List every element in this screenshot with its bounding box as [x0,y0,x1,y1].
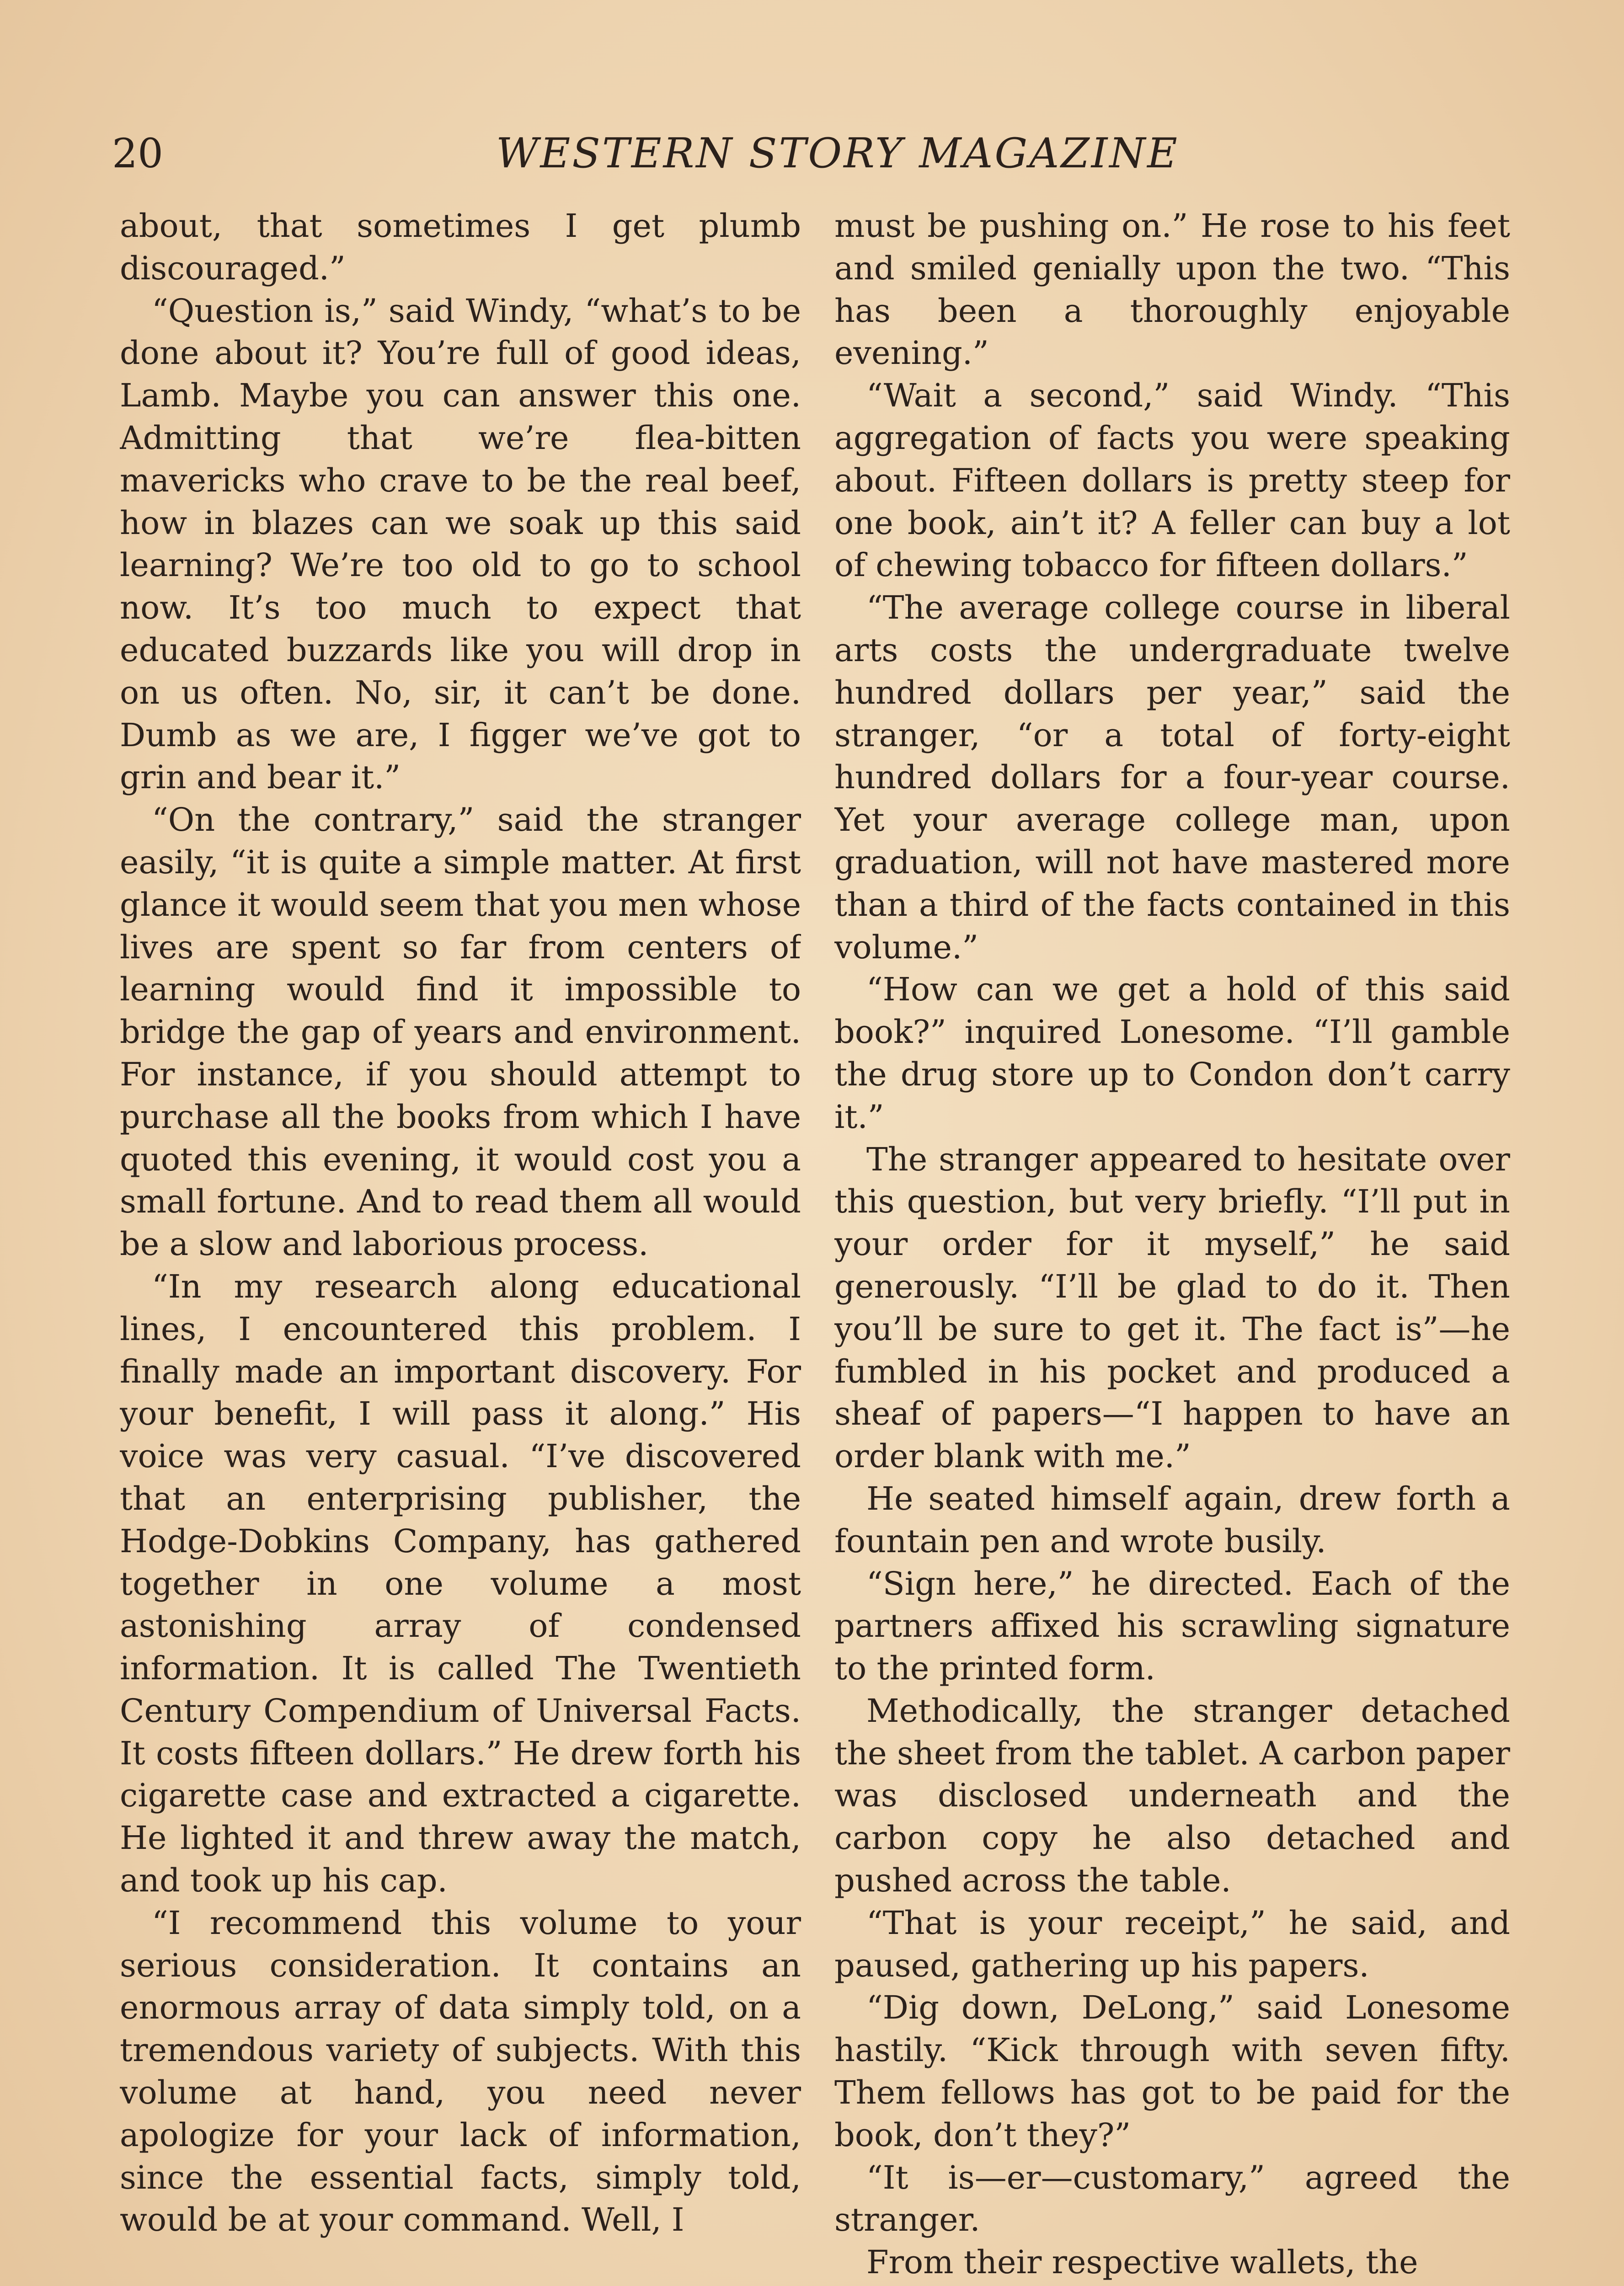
paragraph: From their respective wallets, the [866,2243,1418,2281]
paragraph: Methodically, the stranger detached the sheet from the tablet. A carbon paper was disclosed underneath and the carbon copy he also detached and pushed across the table. [834,1692,1510,1900]
paragraph: “Question is,” said Windy, “what’s to be done about it? You’re full of good ideas, Lamb. Maybe you can answer this one. Admitting that we’re flea-bitten mavericks who crave to be the real beef, how in blazes can we soak up this said learning? We’re too old to go to school now. It’s too much to expect that educated buzzards like you will drop in on us often. No, sir, it can’t be done. Dumb as we are, I figger we’ve got to grin and bear it.” [120,292,801,796]
paragraph: “On the contrary,” said the stranger easily, “it is quite a simple matter. At first glance it would seem that you men whose lives are spent so far from centers of learning would find it impossible to bridge the gap of years and environment. For instance, if you should attempt to purchase all the books from which I have quoted this evening, it would cost you a small fortune. And to read them all would be a slow and laborious process. [120,801,801,1263]
right-text-column [834,205,1510,2286]
paragraph: “How can we get a hold of this said book?” inquired Lonesome. “I’ll gamble the drug store up to Condon don’t carry it.” [834,971,1510,1136]
paragraph: “The average college course in liberal arts costs the undergraduate twelve hundred dollars per year,” said the stranger, “or a total of forty-eight hundred dollars for a four-year course. Yet your average college man, upon graduation, will not have mastered more than a third of the facts contained in this volume.” [834,589,1510,966]
paragraph: “Sign here,” he directed. Each of the partners affixed his scrawling signature to the printed form. [834,1565,1510,1688]
paragraph: must be pushing on.” He rose to his feet and smiled genially upon the two. “This has been a thoroughly enjoyable evening.” [834,207,1510,372]
paragraph: “Wait a second,” said Windy. “This aggregation of facts you were speaking about. Fifteen dollars is pretty steep for one book, ain’t it? A feller can buy a lot of chewing tobacco for fifteen dollars.” [834,377,1510,584]
running-title: WESTERN STORY MAGAZINE [496,129,1179,177]
page-header [112,126,1179,181]
paragraph: The stranger appeared to hesitate over this question, but very briefly. “I’ll put in your order for it myself,” he said generously. “I’ll be glad to do it. Then you’ll be sure to get it. The fact is”—he fumbled in his pocket and produced a sheaf of papers—“I happen to have an order blank with me.” [834,1140,1510,1475]
left-text-column [120,205,801,2286]
paragraph: “Dig down, DeLong,” said Lonesome hastily. “Kick through with seven fifty. Them fellows has got to be paid for the book, don’t they?” [834,1989,1510,2154]
paragraph: “In my research along educational lines, I encountered this problem. I finally made an important discovery. For your benefit, I will pass it along.” His voice was very casual. “I’ve discovered that an enterprising publisher, the Hodge-Dobkins Company, has gathered together in one volume a most astonishing array of condensed information. It is called The Twentieth Century Compendium of Universal Facts. It costs fifteen dollars.” He drew forth his cigarette case and extracted a cigarette. He lighted it and threw away the match, and took up his cap. [120,1267,801,1900]
page-number: 20 [112,130,163,177]
paragraph: “It is—er—customary,” agreed the stranger. [834,2158,1510,2239]
paragraph: He seated himself again, drew forth a fountain pen and wrote busily. [834,1479,1510,1560]
paragraph: “That is your receipt,” he said, and paused, gathering up his papers. [834,1904,1510,1984]
paragraph: about, that sometimes I get plumb discouraged.” [120,207,801,287]
paragraph: “I recommend this volume to your serious consideration. It contains an enormous array of data simply told, on a tremendous variety of subjects. With this volume at hand, you need never apologize for your lack of information, since the essential facts, simply told, would be at your command. Well, I [120,1904,801,2239]
